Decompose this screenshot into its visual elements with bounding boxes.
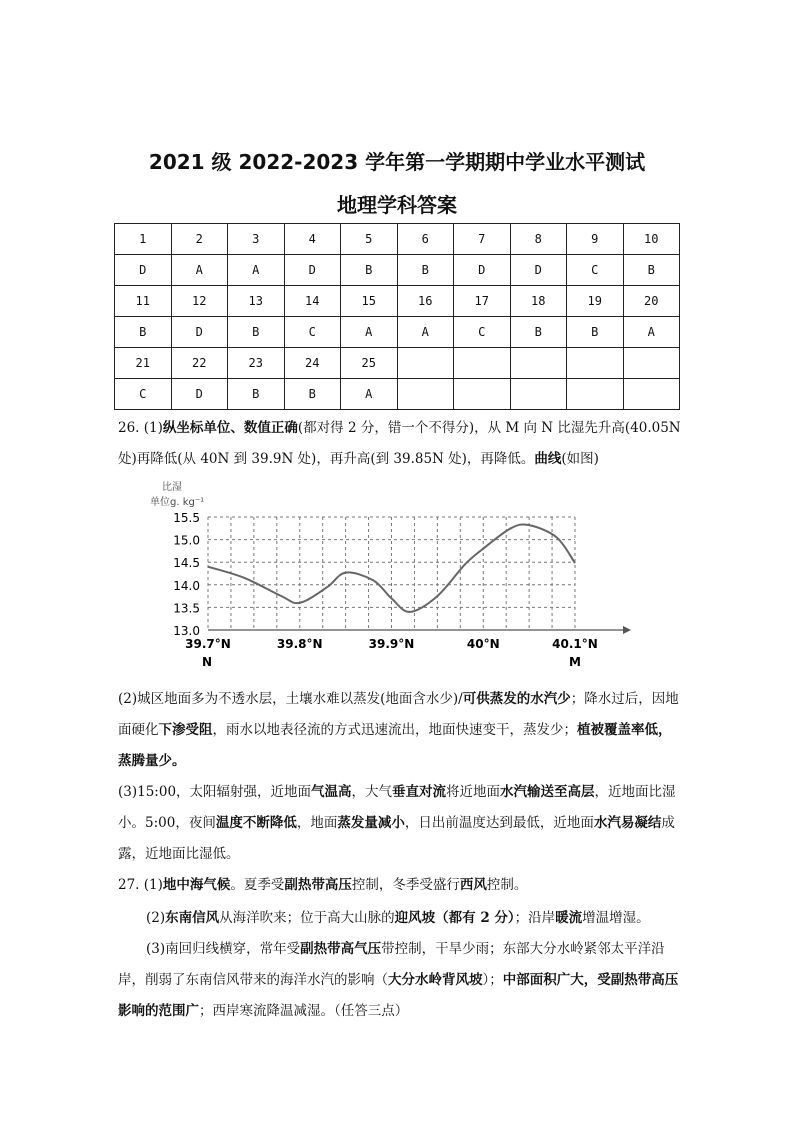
table-cell: B (623, 255, 680, 286)
table-cell: D (510, 255, 567, 286)
table-cell: C (284, 317, 341, 348)
table-cell: 11 (115, 286, 172, 317)
x-tick-label: 39.8°N (276, 637, 323, 651)
table-cell: 20 (623, 286, 680, 317)
table-row (115, 348, 680, 379)
table-cell (397, 379, 454, 410)
table-row (115, 317, 680, 348)
table-cell: C (454, 317, 511, 348)
q26-part1: 26. (1)纵坐标单位、数值正确(都对得 2 分，错一个不得分)，从 M 向 N 比湿先升高(40.05N处)再降低(从 40N 到 39.9N 处)，再升高(到 39.85N 处)，再降低。曲线(如图) (118, 420, 681, 467)
end-label-n: N (202, 655, 213, 669)
table-cell: 1 (115, 224, 172, 255)
table-row (115, 224, 680, 255)
table-cell (510, 379, 567, 410)
table-cell: 23 (228, 348, 285, 379)
table-cell (567, 379, 624, 410)
table-cell: B (228, 317, 285, 348)
table-cell: D (284, 255, 341, 286)
table-cell: 10 (623, 224, 680, 255)
chart-grid (208, 517, 575, 630)
table-row (115, 286, 680, 317)
table-cell: 12 (171, 286, 228, 317)
table-cell: 25 (341, 348, 398, 379)
q26-part2: (2)城区地面多为不透水层，土壤水难以蒸发(地面含水少)/可供蒸发的水汽少；降水过后，因地面硬化下渗受阻，雨水以地表径流的方式迅速流出，地面快速变干，蒸发少；植被覆盖率低，蒸腾量少。 (118, 691, 679, 769)
table-cell: 4 (284, 224, 341, 255)
table-cell: 8 (510, 224, 567, 255)
table-cell: B (284, 379, 341, 410)
table-cell: C (567, 255, 624, 286)
table-cell: A (623, 317, 680, 348)
table-cell: A (228, 255, 285, 286)
table-cell (454, 379, 511, 410)
table-cell: 13 (228, 286, 285, 317)
table-cell: 3 (228, 224, 285, 255)
y-tick-label: 13.5 (173, 601, 200, 616)
table-cell: D (115, 255, 172, 286)
y-tick-label: 15.0 (173, 533, 200, 548)
q27-part1: 27. (1)地中海气候。夏季受副热带高压控制，冬季受盛行西风控制。 (118, 877, 528, 893)
y-axis-label-line2: 单位g. kg⁻¹ (150, 497, 205, 508)
table-cell (454, 348, 511, 379)
table-cell (510, 348, 567, 379)
table-cell: 17 (454, 286, 511, 317)
y-tick-label: 14.5 (173, 556, 200, 571)
y-tick-label: 14.0 (173, 578, 200, 593)
table-cell: A (397, 317, 454, 348)
q26-part3: (3)15:00，太阳辐射强，近地面气温高，大气垂直对流将近地面水汽输送至高层，近地面比湿小。5:00，夜间温度不断降低，地面蒸发量减小，日出前温度达到最低，近地面水汽易凝结成露，近地面比湿低。 (118, 784, 676, 862)
table-cell: D (171, 317, 228, 348)
specific-humidity-chart (148, 478, 638, 678)
table-cell: 9 (567, 224, 624, 255)
table-cell: 2 (171, 224, 228, 255)
page-title: 2021 级 2022-2023 学年第一学期期中学业水平测试 (148, 150, 646, 174)
x-tick-label: 39.9°N (368, 637, 415, 651)
table-cell: 6 (397, 224, 454, 255)
table-cell: 21 (115, 348, 172, 379)
table-cell: 15 (341, 286, 398, 317)
table-cell: B (397, 255, 454, 286)
table-cell: C (115, 379, 172, 410)
table-cell: 24 (284, 348, 341, 379)
x-tick-label: 39.7°N (185, 637, 231, 651)
table-cell (397, 348, 454, 379)
y-axis-label-line1: 比湿 (162, 482, 182, 493)
table-cell: B (341, 255, 398, 286)
q27-part2: (2)东南信风从海洋吹来；位于高大山脉的迎风坡（都有 2 分）；沿岸暖流增温增湿。 (146, 910, 650, 926)
table-row (115, 255, 680, 286)
table-cell: 22 (171, 348, 228, 379)
page-subtitle: 地理学科答案 (337, 193, 457, 217)
table-cell: B (228, 379, 285, 410)
table-cell: A (341, 317, 398, 348)
table-cell (623, 379, 680, 410)
x-tick-label: 40°N (466, 637, 500, 651)
table-cell (623, 348, 680, 379)
y-tick-label: 13.0 (173, 624, 200, 638)
table-cell: B (510, 317, 567, 348)
y-tick-label: 15.5 (173, 511, 200, 525)
table-cell: 18 (510, 286, 567, 317)
table-cell: D (454, 255, 511, 286)
table-cell: D (171, 379, 228, 410)
table-cell: 5 (341, 224, 398, 255)
table-cell: 16 (397, 286, 454, 317)
table-cell (567, 348, 624, 379)
x-tick-label: 40.1°N (552, 637, 598, 651)
end-label-m: M (569, 655, 581, 669)
x-axis-arrow (623, 626, 631, 634)
table-row (115, 379, 680, 410)
y-tick-labels (173, 511, 200, 638)
table-cell: A (171, 255, 228, 286)
table-cell: 19 (567, 286, 624, 317)
answer-table (114, 223, 680, 410)
x-tick-labels (185, 637, 598, 651)
table-cell: B (115, 317, 172, 348)
q27-part3: (3)南回归线横穿，常年受副热带高气压带控制，干旱少雨；东部大分水岭紧邻太平洋沿岸，削弱了东南信风带来的海洋水汽的影响（大分水岭背风坡）；中部面积广大，受副热带高压影响的范围广；西岸寒流降温减湿。（任答三点） (118, 941, 679, 1019)
table-cell: 14 (284, 286, 341, 317)
table-cell: A (341, 379, 398, 410)
table-cell: B (567, 317, 624, 348)
table-cell: 7 (454, 224, 511, 255)
